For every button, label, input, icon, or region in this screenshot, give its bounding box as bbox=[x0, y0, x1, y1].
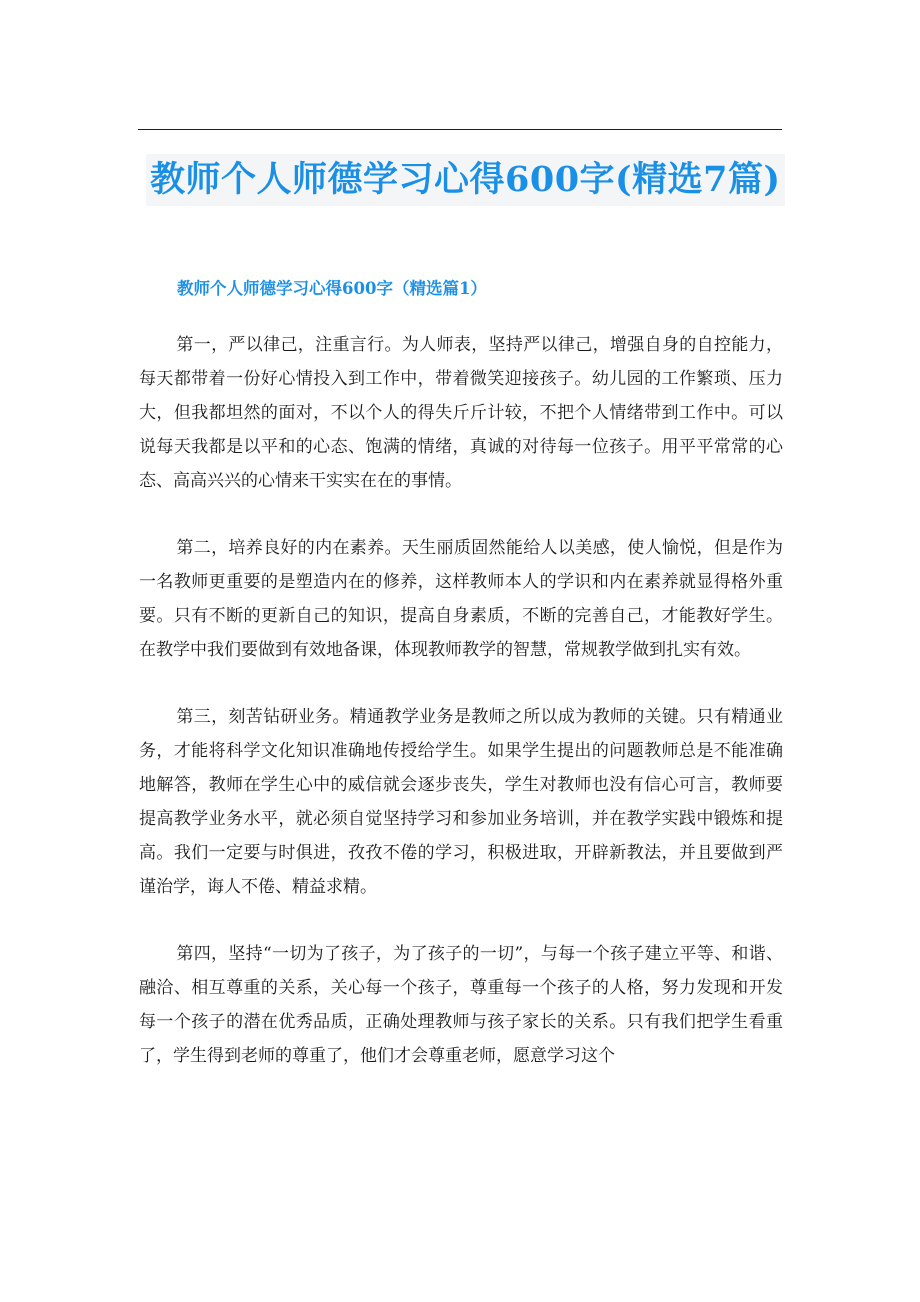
document-title: 教师个人师德学习心得600字(精选7篇) bbox=[146, 154, 785, 206]
paragraph-2: 第二，培养良好的内在素养。天生丽质固然能给人以美感，使人愉悦，但是作为一名教师更重要的是塑造内在的修养，这样教师本人的学识和内在素养就显得格外重要。只有不断的更新自己的知识，提高自身素质，不断的完善自己，才能教好学生。在教学中我们要做到有效地备课，体现教师教学的智慧，常规教学做到扎实有效。 bbox=[139, 538, 783, 660]
body-text bbox=[139, 328, 783, 1106]
paragraph-1: 第一，严以律己，注重言行。为人师表，坚持严以律己，增强自身的自控能力，每天都带着一份好心情投入到工作中，带着微笑迎接孩子。幼儿园的工作繁琐、压力大，但我都坦然的面对，不以个人的得失斤斤计较，不把个人情绪带到工作中。可以说每天我都是以平和的心态、饱满的情绪，真诚的对待每一位孩子。用平平常常的心态、高高兴兴的心情来干实实在在的事情。 bbox=[139, 335, 783, 491]
section-heading: 教师个人师德学习心得600字（精选篇1） bbox=[177, 279, 487, 298]
paragraph-4: 第四，坚持“一切为了孩子，为了孩子的一切”，与每一个孩子建立平等、和谐、融洽、相互尊重的关系，关心每一个孩子，尊重每一个孩子的人格，努力发现和开发每一个孩子的潜在优秀品质，正确处理教师与孩子家长的关系。只有我们把学生看重了，学生得到老师的尊重了，他们才会尊重老师，愿意学习这个 bbox=[139, 944, 783, 1066]
paragraph-3: 第三，刻苦钻研业务。精通教学业务是教师之所以成为教师的关键。只有精通业务，才能将科学文化知识准确地传授给学生。如果学生提出的问题教师总是不能准确地解答，教师在学生心中的威信就会逐步丧失，学生对教师也没有信心可言，教师要提高教学业务水平，就必须自觉坚持学习和参加业务培训，并在教学实践中锻炼和提高。我们一定要与时俱进，孜孜不倦的学习，积极进取，开辟新教法，并且要做到严谨治学，诲人不倦、精益求精。 bbox=[139, 707, 783, 897]
header-rule bbox=[138, 129, 782, 130]
